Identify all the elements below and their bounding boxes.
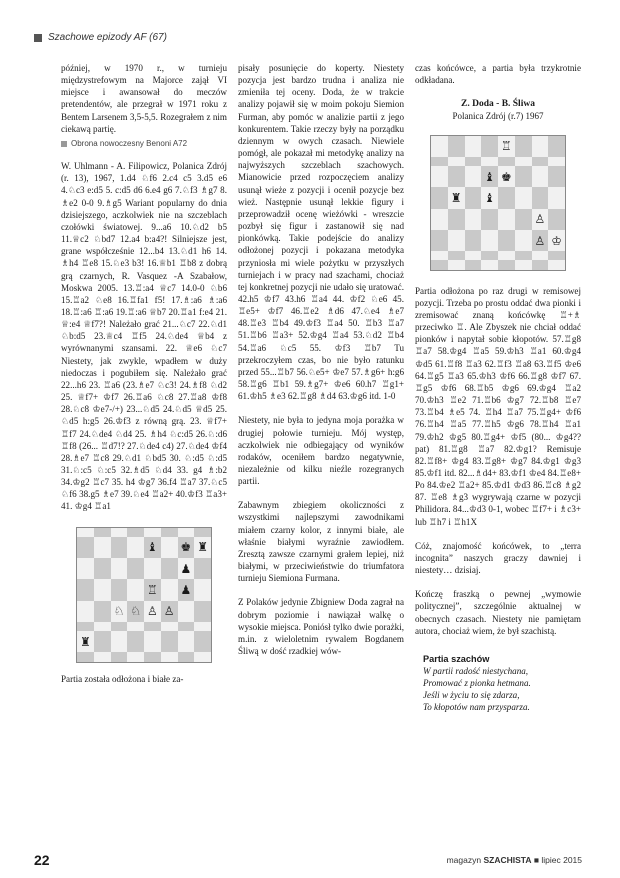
board-square [465, 187, 482, 208]
board-square [77, 631, 94, 652]
board-square [498, 166, 515, 187]
board-square [94, 579, 111, 600]
poem-line: W partii radość niestychana, [423, 666, 529, 676]
board-square [532, 260, 549, 269]
board-square [111, 528, 128, 537]
board-square [144, 631, 161, 652]
board-square [548, 166, 565, 187]
board-square [515, 230, 532, 251]
board-square [481, 136, 498, 157]
chess-piece-icon: ♝ [484, 190, 495, 205]
paragraph: Kończę fraszką o pewnej „wymowie politycznej”, szczególnie aktualnej w obecnych czasach. Niestety nie pamiętam autora, chociaż wiem, że był szachistą. [415, 589, 581, 636]
opening-name: Obrona nowoczesny Benoni A72 [71, 138, 188, 148]
board-square [498, 157, 515, 166]
chess-piece-icon: ♖ [500, 139, 512, 154]
running-header [34, 32, 167, 43]
board-square [94, 631, 111, 652]
board-square [161, 652, 178, 661]
board-square [111, 537, 128, 558]
board-square [431, 209, 448, 230]
board-square [127, 579, 144, 600]
board-square [178, 528, 195, 537]
board-square [465, 157, 482, 166]
board-square [448, 157, 465, 166]
board-square [431, 251, 448, 260]
board-square [161, 537, 178, 558]
board-square [498, 187, 515, 208]
game-heading: Z. Doda - B. Śliwa [461, 99, 535, 110]
magazine-name: SZACHISTA [483, 855, 532, 865]
chess-piece-icon: ♟ [180, 561, 192, 576]
board-square [448, 166, 465, 187]
board-square [127, 631, 144, 652]
board-square [548, 136, 565, 157]
board-square [127, 558, 144, 579]
board-square [448, 251, 465, 260]
header-title: Szachowe epizody AF (67) [48, 32, 167, 43]
board-square [532, 166, 549, 187]
board-square [465, 251, 482, 260]
board-square [481, 209, 498, 230]
chess-piece-icon: ♜ [79, 634, 91, 649]
board-square [465, 230, 482, 251]
board-square [94, 601, 111, 622]
board-square [194, 652, 211, 661]
board-square [161, 622, 178, 631]
board-square [465, 166, 482, 187]
board-square [498, 251, 515, 260]
board-square [94, 528, 111, 537]
board-square [111, 631, 128, 652]
paragraph: Niestety, nie była to jedyna moja porażka w drugiej połowie turnieju. Mój występ, aczkolwiek nie odbiegający od wyników rodaków, oceniłem bardzo negatywnie, niezależnie od kilku nieźle rozegranych partii. [238, 415, 404, 487]
chess-piece-icon: ♚ [180, 540, 192, 555]
board-square [532, 251, 549, 260]
board-square [144, 537, 161, 558]
chess-piece-icon: ♘ [130, 604, 141, 619]
board-square [161, 558, 178, 579]
board-square [548, 187, 565, 208]
board-square [178, 558, 195, 579]
board-square [515, 187, 532, 208]
board-square [498, 209, 515, 230]
chess-piece-icon: ♝ [146, 540, 158, 555]
board-square [448, 230, 465, 251]
board-square [111, 601, 128, 622]
board-square [178, 652, 195, 661]
board-square [431, 187, 448, 208]
chess-piece-icon: ♙ [163, 604, 175, 619]
board-square [194, 579, 211, 600]
poem-line: Jeśli w życiu to się zdarza, [423, 690, 520, 701]
board-square [111, 558, 128, 579]
board-square [94, 652, 111, 661]
board-square [481, 187, 498, 208]
board-square [532, 157, 549, 166]
board-square [77, 622, 94, 631]
separator-square-icon: ■ [533, 855, 539, 865]
board-square [481, 166, 498, 187]
board-square [144, 601, 161, 622]
board-square [515, 209, 532, 230]
board-square [94, 622, 111, 631]
board-square [194, 622, 211, 631]
paragraph: Zabawnym zbiegiem okoliczności z wszystkimi najlepszymi zawodnikami miałem czarny kolor, z innymi białe, ale właśnie białymi wyraźnie zawiodłem. Zresztą zawsze czarnymi grałem lepiej, niż białymi, w przeciwieństwie do triumfatora turnieju Siemiona Furmana. [238, 500, 404, 584]
board-square [178, 622, 195, 631]
board-square [178, 631, 195, 652]
board-square [161, 579, 178, 600]
board-square [431, 166, 448, 187]
board-square [431, 230, 448, 251]
board-square [448, 187, 465, 208]
board-square [515, 166, 532, 187]
board-square [481, 260, 498, 269]
paragraph: Cóż, znajomość końcówek, to „terra incognita” naszych graczy dawniej i niestety… dzisiaj. [415, 540, 581, 576]
board-square [144, 652, 161, 661]
chess-piece-icon: ♖ [146, 582, 158, 597]
chess-diagram-2 [430, 135, 566, 271]
poem [415, 665, 581, 714]
game-score: W. Uhlmann - A. Filipowicz, Polanica Zdrój (r. 13), 1967, 1.d4 ♘f6 2.c4 c5 3.d5 e6 4.♘c3 e:d5 5. c:d5 d6 6.e4 g6 7.♘f3 ♗g7 8. ♗e2 0-0 9.♗g5 Wariant popularny do dnia dzisiejszego, aczkolwiek nie na szczeblach czołówki światowej. 9...a6 10.♘d2 b5 11.♕c2 ♘bd7 12.a4 b:a4?! Silniejsze jest, grane współcześnie 12...b4 13.♘d1 h6 14. ♗h4 ♖e8 15.♘e3 b3! 16.♕b1 ♖b8 z dobrą grą czarnych, R. Vasquez -A Szabałow, Moskwa 2005. 13.♖:a4 ♕c7 14.0-0 ♘b6 15.♖a2 ♘e8 16.♖fa1 f5! 17.♗:a6 ♗:a6 18.♖:a6 ♖:a6 19.♖:a6 ♕b7 20.♖a1 f:e4 21. ♕:e4 ♕f7?! Należało grać 21...♘c7 22.♘d1 ♘b:d5 23.♕c4 ♖f5 24.♘de4 ♕b4 z wyrównanymi szansami. 22. ♕e6 ♘c7 Niestety, jak zwykle, wpadłem w duży niedoczas i pogubiłem się. Należało grać 22...h6 23. ♖a6 (23.♗e7 ♘c3! 24.♗f8 ♘d2 25. ♕f7+ ♔f7 26.♖a6 ♘c8 27.♖a8 ♔f8 28.♘c8 ♔e7-/+) 23...♘d5 24.♘d5 ♕d5 25. ♘d5 h:g5 26.♔f3 z równą grą. 23. ♕f7+ ♖f7 24.♘de4 ♘d4 25. ♗h4 ♘c:d5 26.♘:d6 ♖f8 (26... ♖d7!? 27.♘de4 c4) 27.♘de4 ♔f4 28.♗e7 ♖c8 29.♘d1 ♘bd5 30. ♘:d5 ♘:d5 31.♘:c5 ♘:c5 32.♗d5 ♘d4 33. g4 ♗:b2 34.♔g2 ♖c7 35. h4 ♔g7 36.f4 ♖a7 37.♘c5 ♘f6 38.g5 ♗e7 39.♘e4 ♖a2+ 40.♔f3 ♖a3+ 41. ♔g4 ♖a1 [61, 161, 227, 512]
board-square [532, 209, 549, 230]
paragraph: później, w 1970 r., w turnieju międzystrefowym na Majorce zajął VI miejsce i awansował do meczów pretendentów, ale przegrał w 1971 roku z Bentem Larsenem 3,5-5,5. Rozegrałem z nim ciekawą partię. [61, 63, 227, 134]
chess-piece-icon: ♜ [450, 190, 462, 205]
board-square [111, 622, 128, 631]
board-square [548, 251, 565, 260]
board-square [194, 537, 211, 558]
board-square [515, 136, 532, 157]
board-square [144, 579, 161, 600]
board-square [77, 537, 94, 558]
board-square [194, 601, 211, 622]
board-square [161, 528, 178, 537]
poem-line: Promować z pionka hetmana. [423, 678, 531, 689]
board-square [548, 209, 565, 230]
board-square [111, 579, 128, 600]
chess-piece-icon: ♜ [197, 540, 208, 555]
chess-piece-icon: ♙ [534, 233, 546, 248]
board-square [194, 558, 211, 579]
board-square [448, 209, 465, 230]
board-square [532, 187, 549, 208]
paragraph: Z Polaków jedynie Zbigniew Doda zagrał na dobrym poziomie i nawiązał walkę o wysokie miejsca. Poniósł tylko dwie porażki, m.in. z wieloletnim rywalem Bogdanem Śliwą w dość rzadkiej wów- [238, 597, 404, 657]
board-square [94, 537, 111, 558]
chess-diagram-1 [76, 527, 212, 663]
board-square [127, 622, 144, 631]
issue-date: lipiec 2015 [541, 855, 582, 865]
board-square [448, 260, 465, 269]
board-square [127, 528, 144, 537]
board-square [77, 558, 94, 579]
board-square [431, 157, 448, 166]
page-number: 22 [34, 852, 50, 868]
board-square [481, 230, 498, 251]
board-square [515, 251, 532, 260]
poem-line: To kłopotów nam przysparza. [423, 702, 530, 713]
board-square [194, 631, 211, 652]
chess-piece-icon: ♝ [484, 169, 495, 184]
board-square [77, 528, 94, 537]
board-square [448, 136, 465, 157]
board-square [127, 601, 144, 622]
board-square [532, 230, 549, 251]
board-square [548, 230, 565, 251]
board-square [548, 157, 565, 166]
board-square [144, 558, 161, 579]
board-square [465, 136, 482, 157]
board-square [481, 251, 498, 260]
board-square [431, 136, 448, 157]
chess-piece-icon: ♟ [180, 582, 192, 597]
board-square [515, 260, 532, 269]
board-square [77, 652, 94, 661]
paragraph: pisały posunięcie do koperty. Niestety pozycja jest bardzo trudna i analiza nie zmieniła tej oceny. Doda, że w trakcie analizy pojawił się w moim pokoju Siemion Furman, aby pomóc w analizie partii z jego konkurentem. Takie rzeczy były na porządku dziennym w owych czasach. Niewiele pomógł, ale pokazał mi metodykę analizy na najwyższych szczeblach szachowych. Mianowicie przed rozpoczęciem analizy usunął wieże z pozycji i ocenił pozycje bez wież. Następnie usunął lekkie figury i przeprowadził ocenę wieżówki - wreszcie pozbył się figur i zastanowił się nad pionkówką. Takie podejście do analizy odłożonej pozycji i pokazana metodyka przyniosła mi wiele pożytku w przyszłych turniejach i w pracy nad szachami, chociaż tej konkretnej pozycji nie udało się uratować. 42.h5 ♔f7 43.h6 ♖a4 44. ♔f2 ♘e6 45. ♖e5+ ♔f7 46.♖e2 ♗d6 47.♘e4 ♗e7 48.♖e3 ♖b4 49.♔f3 ♖a4 50. ♖b3 ♖a7 51.♖b6 ♖a3+ 52.♔g4 ♖a4 53.♘d2 ♖b4 54.♖a6 ♘c5 55. ♔f3 ♖b7 Tu przekroczyłem czas, bo nie było ratunku przed 55...♖b7 56.♘e5+ ♔e7 57.♗g6+ h:g6 58.♖g6 ♖b1 59.♗g7+ ♔e6 60.h7 ♖g1+ 61.♔h5 ♗e3 62.♖g8 ♗d4 63.♔g6 itd. 1-0 [238, 63, 404, 402]
board-square [77, 601, 94, 622]
game-subheading: Polanica Zdrój (r.7) 1967 [452, 111, 544, 122]
board-square [144, 622, 161, 631]
chess-piece-icon: ♙ [146, 604, 158, 619]
column-3 [415, 62, 581, 714]
magazine-credit [447, 855, 582, 865]
poem-title: Partia szachów [423, 653, 490, 664]
column-1 [61, 62, 227, 685]
column-2 [238, 62, 404, 657]
paragraph: Partia została odłożona i białe za- [61, 673, 184, 684]
board-square [194, 528, 211, 537]
board-square [498, 136, 515, 157]
board-square [178, 601, 195, 622]
board-square [77, 579, 94, 600]
magazine-prefix: magazyn [446, 855, 482, 865]
board-square [94, 558, 111, 579]
page-footer [34, 852, 582, 868]
board-square [498, 260, 515, 269]
board-square [111, 652, 128, 661]
board-square [532, 136, 549, 157]
board-square [498, 230, 515, 251]
chess-piece-icon: ♙ [534, 212, 546, 227]
header-square-icon [34, 34, 42, 42]
chess-piece-icon: ♘ [113, 604, 125, 619]
board-square [515, 157, 532, 166]
board-square [465, 209, 482, 230]
board-square [127, 652, 144, 661]
bullet-square-icon [61, 141, 67, 147]
board-square [161, 601, 178, 622]
board-square [481, 157, 498, 166]
chess-piece-icon: ♔ [551, 233, 562, 248]
chess-piece-icon: ♚ [500, 169, 512, 184]
opening-label [61, 138, 227, 150]
paragraph: czas końcówce, a partia była trzykrotnie odkładana. [415, 63, 581, 86]
board-square [127, 537, 144, 558]
board-square [431, 260, 448, 269]
board-square [161, 631, 178, 652]
paragraph: Partia odłożona po raz drugi w remisowej pozycji. Trzeba po prostu oddać dwa pionki i zremisować znaną końcówkę ♖+♗ przeciwko ♖. Ale Zbyszek nie chciał oddać pionków i napytał sobie kłopotów. 57.♖g8 ♖a7 58.♔g4 ♖a5 59.♔h3 ♖a1 60.♔g4 ♔d5 61.♖f8 ♖a3 62.♖f3 ♖a8 63.♖f5 ♔e6 64.♖g5 ♖a3 65.♔h3 ♔f6 66.♖g8 ♔f7 67. ♖g5 ♔f6 68.♖b5 ♔g6 69.♔g4 ♖a2 70.♔h3 ♖e2 71.♖b6 ♔g7 72.♖b8 ♖e7 73.♖b4 ♗e5 74. ♖h4 ♖a7 75.♖g4+ ♔f6 76.♖h4 ♖a5 77.♖h5 ♔g6 78.♖h4 ♖a1 79.♔h2 ♔g5 80.♖g4+ ♔f5 (80... ♔g4?? pat) 81.♖g8 ♖a7 82.♔g1? Remisuje 82.♖f8+ ♔g4 83.♖g8+ ♔g7 84.♔g1 ♔g3 85.♔f1 itd. 82...♗d4+ 83.♔f1 ♔e4 84.♖e8+ Po 84.♔e2 ♖a2+ 85.♔d1 ♔d3 86.♖c8 ♗g2 87. ♖e8 ♗g3 wygrywają czarne w pozycji Philidora. 84...♔d3 0-1, wobec ♖f7+ i ♗c3+ lub ♖h7 i ♖h1X [415, 285, 581, 527]
board-square [178, 579, 195, 600]
board-square [144, 528, 161, 537]
board-square [178, 537, 195, 558]
board-square [465, 260, 482, 269]
board-square [548, 260, 565, 269]
